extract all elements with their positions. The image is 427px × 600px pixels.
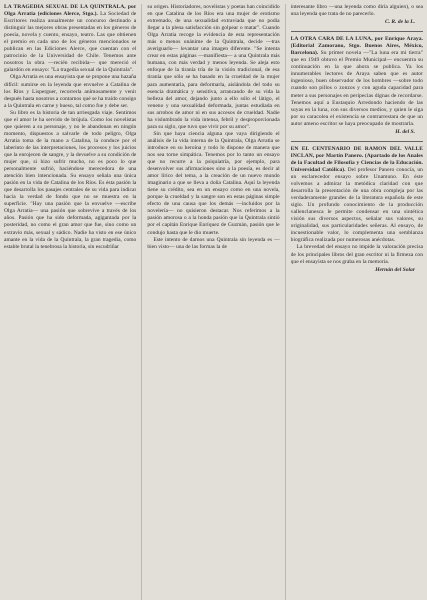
headline-title: LA TRAGEDIA SEXUAL DE LA QUINTRALA,: [4, 4, 126, 10]
paragraph: interesante libro —una leyenda como diría alguien), o sea una leyenda que trata de no parecerlo.: [290, 4, 423, 18]
review-headline: [291, 36, 423, 128]
column-divider: [141, 4, 142, 600]
paragraph: Su primer novela —"La luna era mi tierra" que en 1949 obtuvo el Premio Municipal— encuentra su continuación en la que ahora se publica. Ya los innumerables lectores de Araya saben que es autor ingenioso, buen observador de los hombres —sobre todo cuando son pillos o zonzos y con aguda capacidad para meter a sus personajes en peripecias dignas de recordarse. Tenemos aquí a Eustaquio Arredondo haciendo de las suyas en la luna, con sus diversos medios, y quien le siga por su caracolea el existencia se contrarrestara de que un autor ameno escritor se haya preocupado de mostrarla.: [290, 50, 423, 127]
column-2: [147, 4, 279, 600]
paragraph: su origen. Historiadores, novelistas y poetas han coincidido en que Catalina de los Ríos era una mujer de erotismo extremado, de una sexualidad extraviada que no podía llegar a la plena satisfacción sin golpear o matar". Cuando Olga Arratia recoge la evidencia de esta representación más o menos unánime de la Quintrala, decide —tras averiguarlo— levantar una imagen diferente. "Se intenta crear en estas páginas —manifiesta— a una Quintrala más humana, con más verdad y menos leyenda. Se aleja esto enfoque de la tiranía tría de la visión tradicional, de esa tiranía que sólo se ha basado en la crueldad de la mujer para aumentarla, para deformarla, aislándola del todo su esencia dramática y sensitiva, arrancando de su vida la belleza del amor, dejando junto a ello sólo el látigo, el veneno y una sexualidad deformada, juntas estudiada en sus arrobos de amor ni en sus accesos de crueldad. Nadie ha vislumbrado la vida intensa, febril y desproporcionada para su siglo, que tuvo que vivir por su amor".: [147, 4, 280, 130]
headline-title: LA OTRA CARA DE LA LUNA,: [290, 36, 373, 43]
paragraph: Sin que haya ciencia alguna que vaya dirigiendo el análisis de la vida interna de la Quintrala, Olga Arratia se introduce en su heroína y todo lo dispone de manera que nos sea torne simpática. Tenemos por lo tanto un ensayo que no recurre a la psiquiatría, por ejemplo, para desenvolver sus afirmaciones sino a la poesía, es decir al amor lírico del tema, a la creación de un nuevo mundo imaginario a que se lleva a doña Catalina. Aquí la leyenda tiene su crédito, sea en un ensayo como en una novela, porque la crueldad y la sangre son en estas páginas simple efecto de una causa que los demás —incluidos por la novelería— no quisieron destacar. Nos referimos a la pasión amorosa o a la honda pasión que la Quintrala sintió por el capitán Enrique Enríquez de Guzmán, pasión que le condujo hasta que le dio muerte.: [147, 130, 280, 236]
review-signature: H. del S.: [395, 128, 415, 135]
paragraph: La brevedad del ensayo no impide la valoración precisa de los principales libros del gran escritor ni la firmeza con que el ensayista se nos graba en la memoria.: [290, 244, 423, 265]
paragraph: Del profesor Panero conocía, un un esclarecedor ensayo sobre Unamuno. En éste volvemos a admirar la metódica claridad con que desarrolla la presentación de una obra compleja por las verdaderamente grandes de la literatura española de este siglo. Un profundo conocimiento de la producción vallenclanesca le permite condensar en una sintética visión sus diversos aspectos, señalar sus valores, su originalidad, sus particularidades señeras. Al ensayo, de incuestionable valor, lo complementa una semblanza biográfica realizada por numerosas anécdotas.: [290, 166, 423, 244]
headline-credit: por Enrique Araya. (Editorial Zamorano, Stgo. Buenos Aires, México, Barcelona).: [290, 36, 423, 57]
headline-title: EN EL CENTENARIO DE RAMON DEL VALLE INCLAN,: [290, 145, 423, 159]
paragraph: Olga Arratia es una ensayista que se propone una hazaña difícil: sumirse en la leyenda que envuelve a Catalina de los Ríos y Lisperguer, recorrerla anímosamente y venir después hasta nosotros a contarnos qué se ha traído consigo a la Quintrala en carne y hueso, tal como fue y debe ser.: [4, 74, 137, 109]
paragraph: Su libro es la historia de tan arriesgada viaje. Sentimos que el amor le ha servido de brújula. Como los novelistas que quieren a su personaje, y no le abandonan en ningún momento, dispuestos a salvarle de todo peligro, Olga Arratia toma de la mano a Catalina, la conduce por el laberinto de las interpretaciones, los procesos y los juicios que la enrojecen de sangre, y la devuelve a su condición de mujer que, si hizo sufrir mucho, no es poco lo que personalmente sufrió, haciéndose merecedora de una atención bien intencionada. Su ensayo señala una única pasión en la vida de Catalina de los Ríos. Es ésta pasión la que desarrolla los pasajes centrales de su vida para indicar hacia la verdad de fondo que no se muestra en la superficie. "Hay una pasión que la envuelve —escribe Olga Arratia— una pasión que sobrevive a través de los años. Pasión que ha sido deformada, agigantada por la posteridad, no como el gran amor que fue, sino como un extravío más, sexual y sádico. Nadie ha visto en ese único amante en la vida de la Quintrala, la gran tragedia, como estable brutal la tenebrosa la historia, sin escudriñar: [4, 109, 137, 250]
paragraph: Este intento de darnos una Quintrala sin leyenda es —bien visto— una de las formas la de: [147, 236, 280, 250]
paragraph: La Sociedad de Escritores realiza anualmente un concurso destinado a distinguir las mejores obras presentadas en los géneros de poesía, novela y cuento, ensayo, teatro. Las que obtienen el premio en cada uno de los géneros mencionados se publican en las Ediciones Alerce, que cuentan con el patrocinio de la Universidad de Chile. Tenemos ante nosotros la obra —recién recibida— que mereció el galardón en ensayo: "La tragedia sexual de la Quintrala".: [4, 11, 137, 74]
headline-credit: por Olga Arratia (ediciones Alerce, Stgo.).: [4, 4, 137, 18]
headline-credit: por Martín Panero. (Apartado de los Anales de la Facultad de Filosofía y Ciencias de la Educación. Universidad Católica).: [290, 152, 423, 173]
review-signature: C. R. de la L.: [384, 19, 415, 26]
review-headline: [4, 4, 136, 74]
section-rule: [291, 31, 423, 32]
review-signature: Hernán del Solar: [375, 266, 415, 273]
review-headline: [291, 146, 423, 245]
column-3: [291, 4, 423, 600]
section-rule: [291, 141, 423, 142]
column-divider: [285, 4, 286, 600]
column-1: [4, 4, 136, 600]
